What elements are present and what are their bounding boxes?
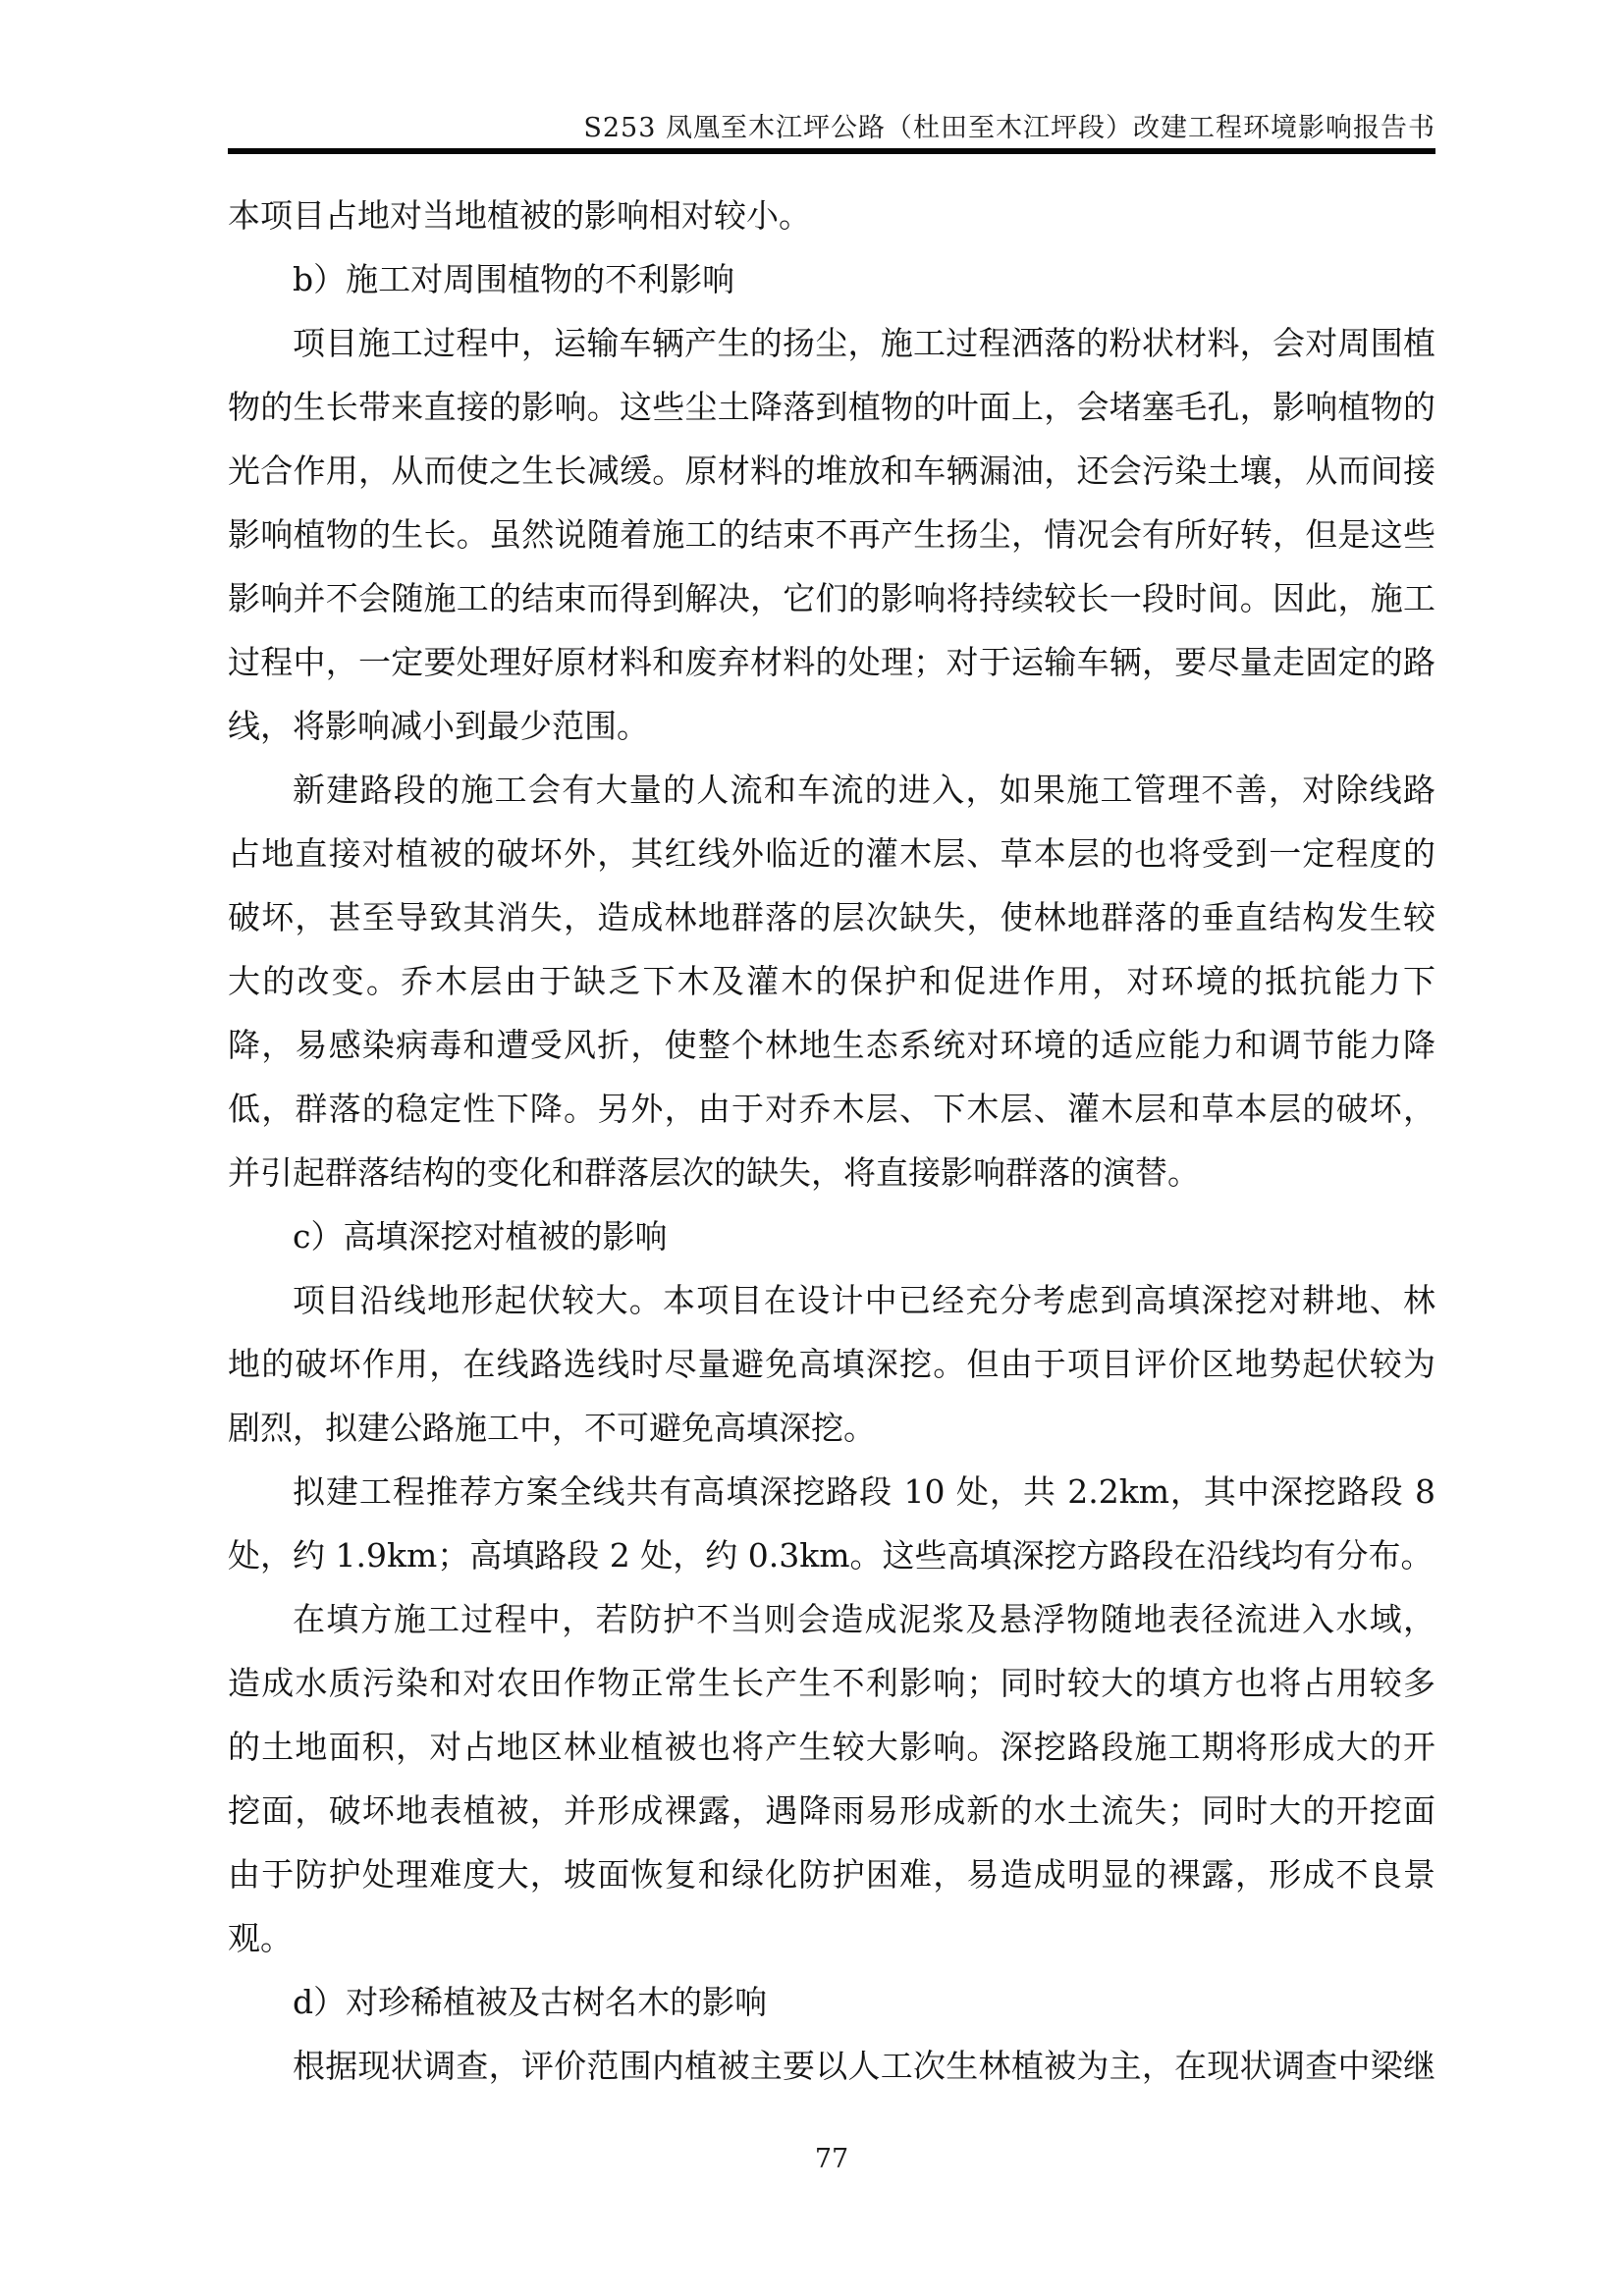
body-text-line: 物的生长带来直接的影响。这些尘土降落到植物的叶面上，会堵塞毛孔，影响植物的 [228, 388, 1435, 426]
body-text-line: 过程中，一定要处理好原材料和废弃材料的处理；对于运输车辆，要尽量走固定的路 [228, 643, 1435, 681]
body-text-line: 新建路段的施工会有大量的人流和车流的进入，如果施工管理不善，对除线路 [293, 771, 1435, 809]
body-text-line: 的土地面积，对占地区林业植被也将产生较大影响。深挖路段施工期将形成大的开 [228, 1728, 1435, 1766]
body-text-line: 项目沿线地形起伏较大。本项目在设计中已经充分考虑到高填深挖对耕地、林 [293, 1281, 1435, 1319]
body-text-line: 低，群落的稳定性下降。另外，由于对乔木层、下木层、灌木层和草本层的破坏， [228, 1090, 1435, 1128]
body-text-line: 处，约 1.9km；高填路段 2 处，约 0.3km。这些高填深挖方路段在沿线均有分布。 [228, 1536, 1434, 1575]
body-text-line: 破坏，甚至导致其消失，造成林地群落的层次缺失，使林地群落的垂直结构发生较 [228, 898, 1435, 936]
body-text-line: 影响并不会随施工的结束而得到解决，它们的影响将持续较长一段时间。因此，施工 [228, 579, 1435, 617]
body-text-line: 降，易感染病毒和遭受风折，使整个林地生态系统对环境的适应能力和调节能力降 [228, 1026, 1435, 1064]
body-text-line: 线，将影响减小到最少范围。 [228, 707, 649, 745]
section-heading: b）施工对周围植物的不利影响 [293, 260, 735, 298]
body-text-line: 地的破坏作用，在线路选线时尽量避免高填深挖。但由于项目评价区地势起伏较为 [228, 1345, 1435, 1383]
body-text-line: 拟建工程推荐方案全线共有高填深挖路段 10 处，共 2.2km，其中深挖路段 8 [293, 1472, 1435, 1511]
header-rule [228, 148, 1435, 154]
section-heading: c）高填深挖对植被的影响 [293, 1217, 668, 1255]
body-text-line: 在填方施工过程中，若防护不当则会造成泥浆及悬浮物随地表径流进入水域， [293, 1600, 1435, 1638]
body-text-line: 观。 [228, 1919, 293, 1957]
body-text-line: 造成水质污染和对农田作物正常生长产生不利影响；同时较大的填方也将占用较多 [228, 1664, 1435, 1702]
body-text-line: 本项目占地对当地植被的影响相对较小。 [228, 196, 811, 235]
body-text-line: 项目施工过程中，运输车辆产生的扬尘，施工过程洒落的粉状材料，会对周围植 [293, 324, 1435, 362]
body-text-line: 由于防护处理难度大，坡面恢复和绿化防护困难，易造成明显的裸露，形成不良景 [228, 1855, 1435, 1894]
body-text-line: 光合作用，从而使之生长减缓。原材料的堆放和车辆漏油，还会污染土壤，从而间接 [228, 452, 1435, 490]
body-text-line: 影响植物的生长。虽然说随着施工的结束不再产生扬尘，情况会有所好转，但是这些 [228, 515, 1435, 554]
body-text-line: 剧烈，拟建公路施工中，不可避免高填深挖。 [228, 1409, 876, 1447]
page-number: 77 [814, 2144, 849, 2174]
body-text-line: 大的改变。乔木层由于缺乏下木及灌木的保护和促进作用，对环境的抵抗能力下 [228, 962, 1435, 1000]
body-text-line: 挖面，破坏地表植被，并形成裸露，遇降雨易形成新的水土流失；同时大的开挖面 [228, 1791, 1435, 1830]
body-text-line: 并引起群落结构的变化和群落层次的缺失，将直接影响群落的演替。 [228, 1153, 1200, 1192]
body-text-line: 占地直接对植被的破坏外，其红线外临近的灌木层、草本层的也将受到一定程度的 [228, 834, 1435, 873]
body-text-line: 根据现状调查，评价范围内植被主要以人工次生林植被为主，在现状调查中梁继 [293, 2047, 1435, 2085]
running-header-title: S253 凤凰至木江坪公路（杜田至木江坪段）改建工程环境影响报告书 [583, 113, 1435, 143]
section-heading: d）对珍稀植被及古树名木的影响 [293, 1983, 768, 2021]
document-body [228, 184, 1435, 2098]
